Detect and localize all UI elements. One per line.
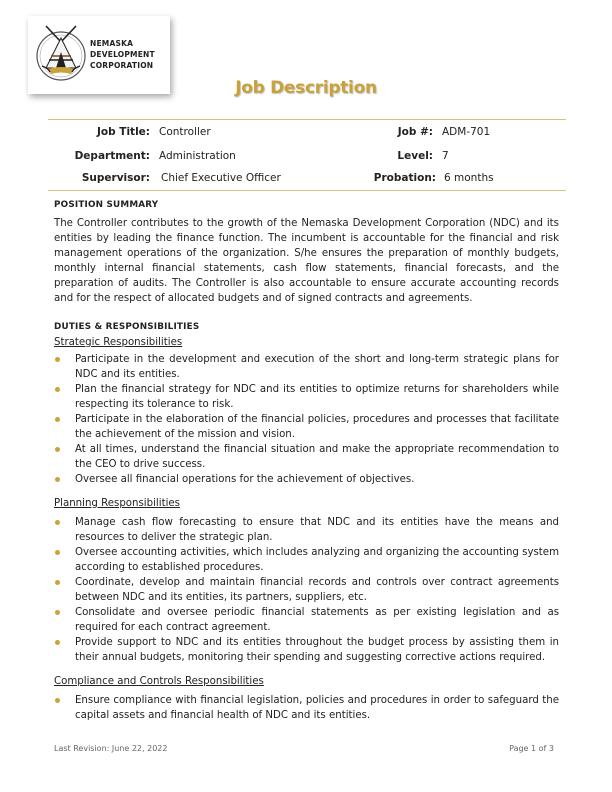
subsection-title: Compliance and Controls Responsibilities (54, 676, 264, 687)
probation-value: 6 months (444, 172, 494, 184)
bullet-list (54, 693, 559, 723)
info-row (48, 126, 566, 142)
position-summary-section (54, 198, 559, 306)
info-row (48, 172, 566, 188)
supervisor-label: Supervisor: (81, 172, 150, 184)
department-value: Administration (159, 150, 236, 162)
list-item-text: At all times, understand the financial situation and make the appropriate recommendation to the CEO to drive success. (75, 444, 559, 470)
list-item (54, 693, 559, 723)
document-title: Job Description (235, 78, 377, 98)
bullet-icon (55, 417, 60, 422)
info-row (48, 150, 566, 166)
list-item-text: Plan the financial strategy for NDC and its entities to optimize returns for shareholders while respecting its tolerance to risk. (75, 384, 559, 410)
job-number-value: ADM-701 (442, 126, 491, 138)
last-revision: Last Revision: June 22, 2022 (54, 744, 168, 753)
list-item (54, 605, 559, 635)
bullet-icon (55, 580, 60, 585)
level-value: 7 (442, 150, 449, 162)
bullet-list (54, 515, 559, 665)
bullet-icon (55, 520, 60, 525)
section-heading: DUTIES & RESPONSIBILITIES (54, 322, 200, 332)
job-number-label: Job #: (397, 126, 433, 138)
list-item-text: Provide support to NDC and its entities throughout the budget process by assisting them in their annual budgets, monitoring their spending and suggesting corrective actions required. (75, 637, 559, 663)
logo-line: DEVELOPMENT (90, 50, 155, 59)
level-label: Level: (397, 150, 433, 162)
job-title-value: Controller (159, 126, 211, 138)
bullet-icon (55, 357, 60, 362)
job-info-table (48, 119, 566, 191)
list-item (54, 515, 559, 545)
list-item-text: Ensure compliance with financial legislation, policies and procedures in order to safeguard the capital assets and financial health of NDC and its entities. (75, 695, 559, 721)
bullet-icon (55, 387, 60, 392)
logo-line: NEMASKA (90, 39, 134, 48)
list-item-text: Manage cash flow forecasting to ensure that NDC and its entities have the means and resources to deliver the strategic plan. (75, 517, 559, 543)
bullet-icon (55, 550, 60, 555)
duties-section (54, 320, 559, 723)
supervisor-value: Chief Executive Officer (161, 172, 281, 184)
department-label: Department: (74, 150, 150, 162)
list-item-text: Participate in the elaboration of the financial policies, procedures and processes that facilitate the achievement of the mission and vision. (75, 414, 559, 440)
bullet-list (54, 352, 559, 487)
logo-wordmark (90, 38, 155, 71)
list-item (54, 575, 559, 605)
list-item (54, 472, 559, 487)
summary-paragraph: The Controller contributes to the growth of the Nemaska Development Corporation (NDC) and its entities by leading the finance function. The incumbent is accountable for the financial and risk management operations of the organization. S/he ensures the preparation of monthly budgets, monthly internal financial statements, cash flow statements, financial forecasts, and the preparation of audits. The Controller is also accountable to ensure accurate accounting records and for the respect of allocated budgets and of signed contracts and agreements. (54, 218, 559, 304)
list-item-text: Oversee all financial operations for the achievement of objectives. (75, 474, 415, 485)
list-item (54, 442, 559, 472)
list-item (54, 382, 559, 412)
list-item (54, 412, 559, 442)
bullet-icon (55, 640, 60, 645)
list-item-text: Consolidate and oversee periodic financial statements as per existing legislation and as required for each contract agreement. (75, 607, 559, 633)
probation-label: Probation: (373, 172, 436, 184)
bullet-icon (55, 698, 60, 703)
subsection-title: Planning Responsibilities (54, 498, 180, 509)
list-item-text: Oversee accounting activities, which includes analyzing and organizing the accounting system according to established procedures. (75, 547, 559, 573)
list-item (54, 545, 559, 575)
logo-line: CORPORATION (90, 61, 154, 70)
list-item (54, 352, 559, 382)
list-item-text: Participate in the development and execution of the short and long-term strategic plans for NDC and its entities. (75, 354, 559, 380)
bullet-icon (55, 477, 60, 482)
bullet-icon (55, 610, 60, 615)
bullet-icon (55, 447, 60, 452)
list-item (54, 635, 559, 665)
list-item-text: Coordinate, develop and maintain financial records and controls over contract agreements between NDC and its entities, its partners, suppliers, etc. (75, 577, 559, 603)
job-title-label: Job Title: (97, 126, 150, 138)
section-heading: POSITION SUMMARY (54, 200, 159, 210)
page-number: Page 1 of 3 (509, 744, 554, 753)
subsection-title: Strategic Responsibilities (54, 337, 183, 348)
